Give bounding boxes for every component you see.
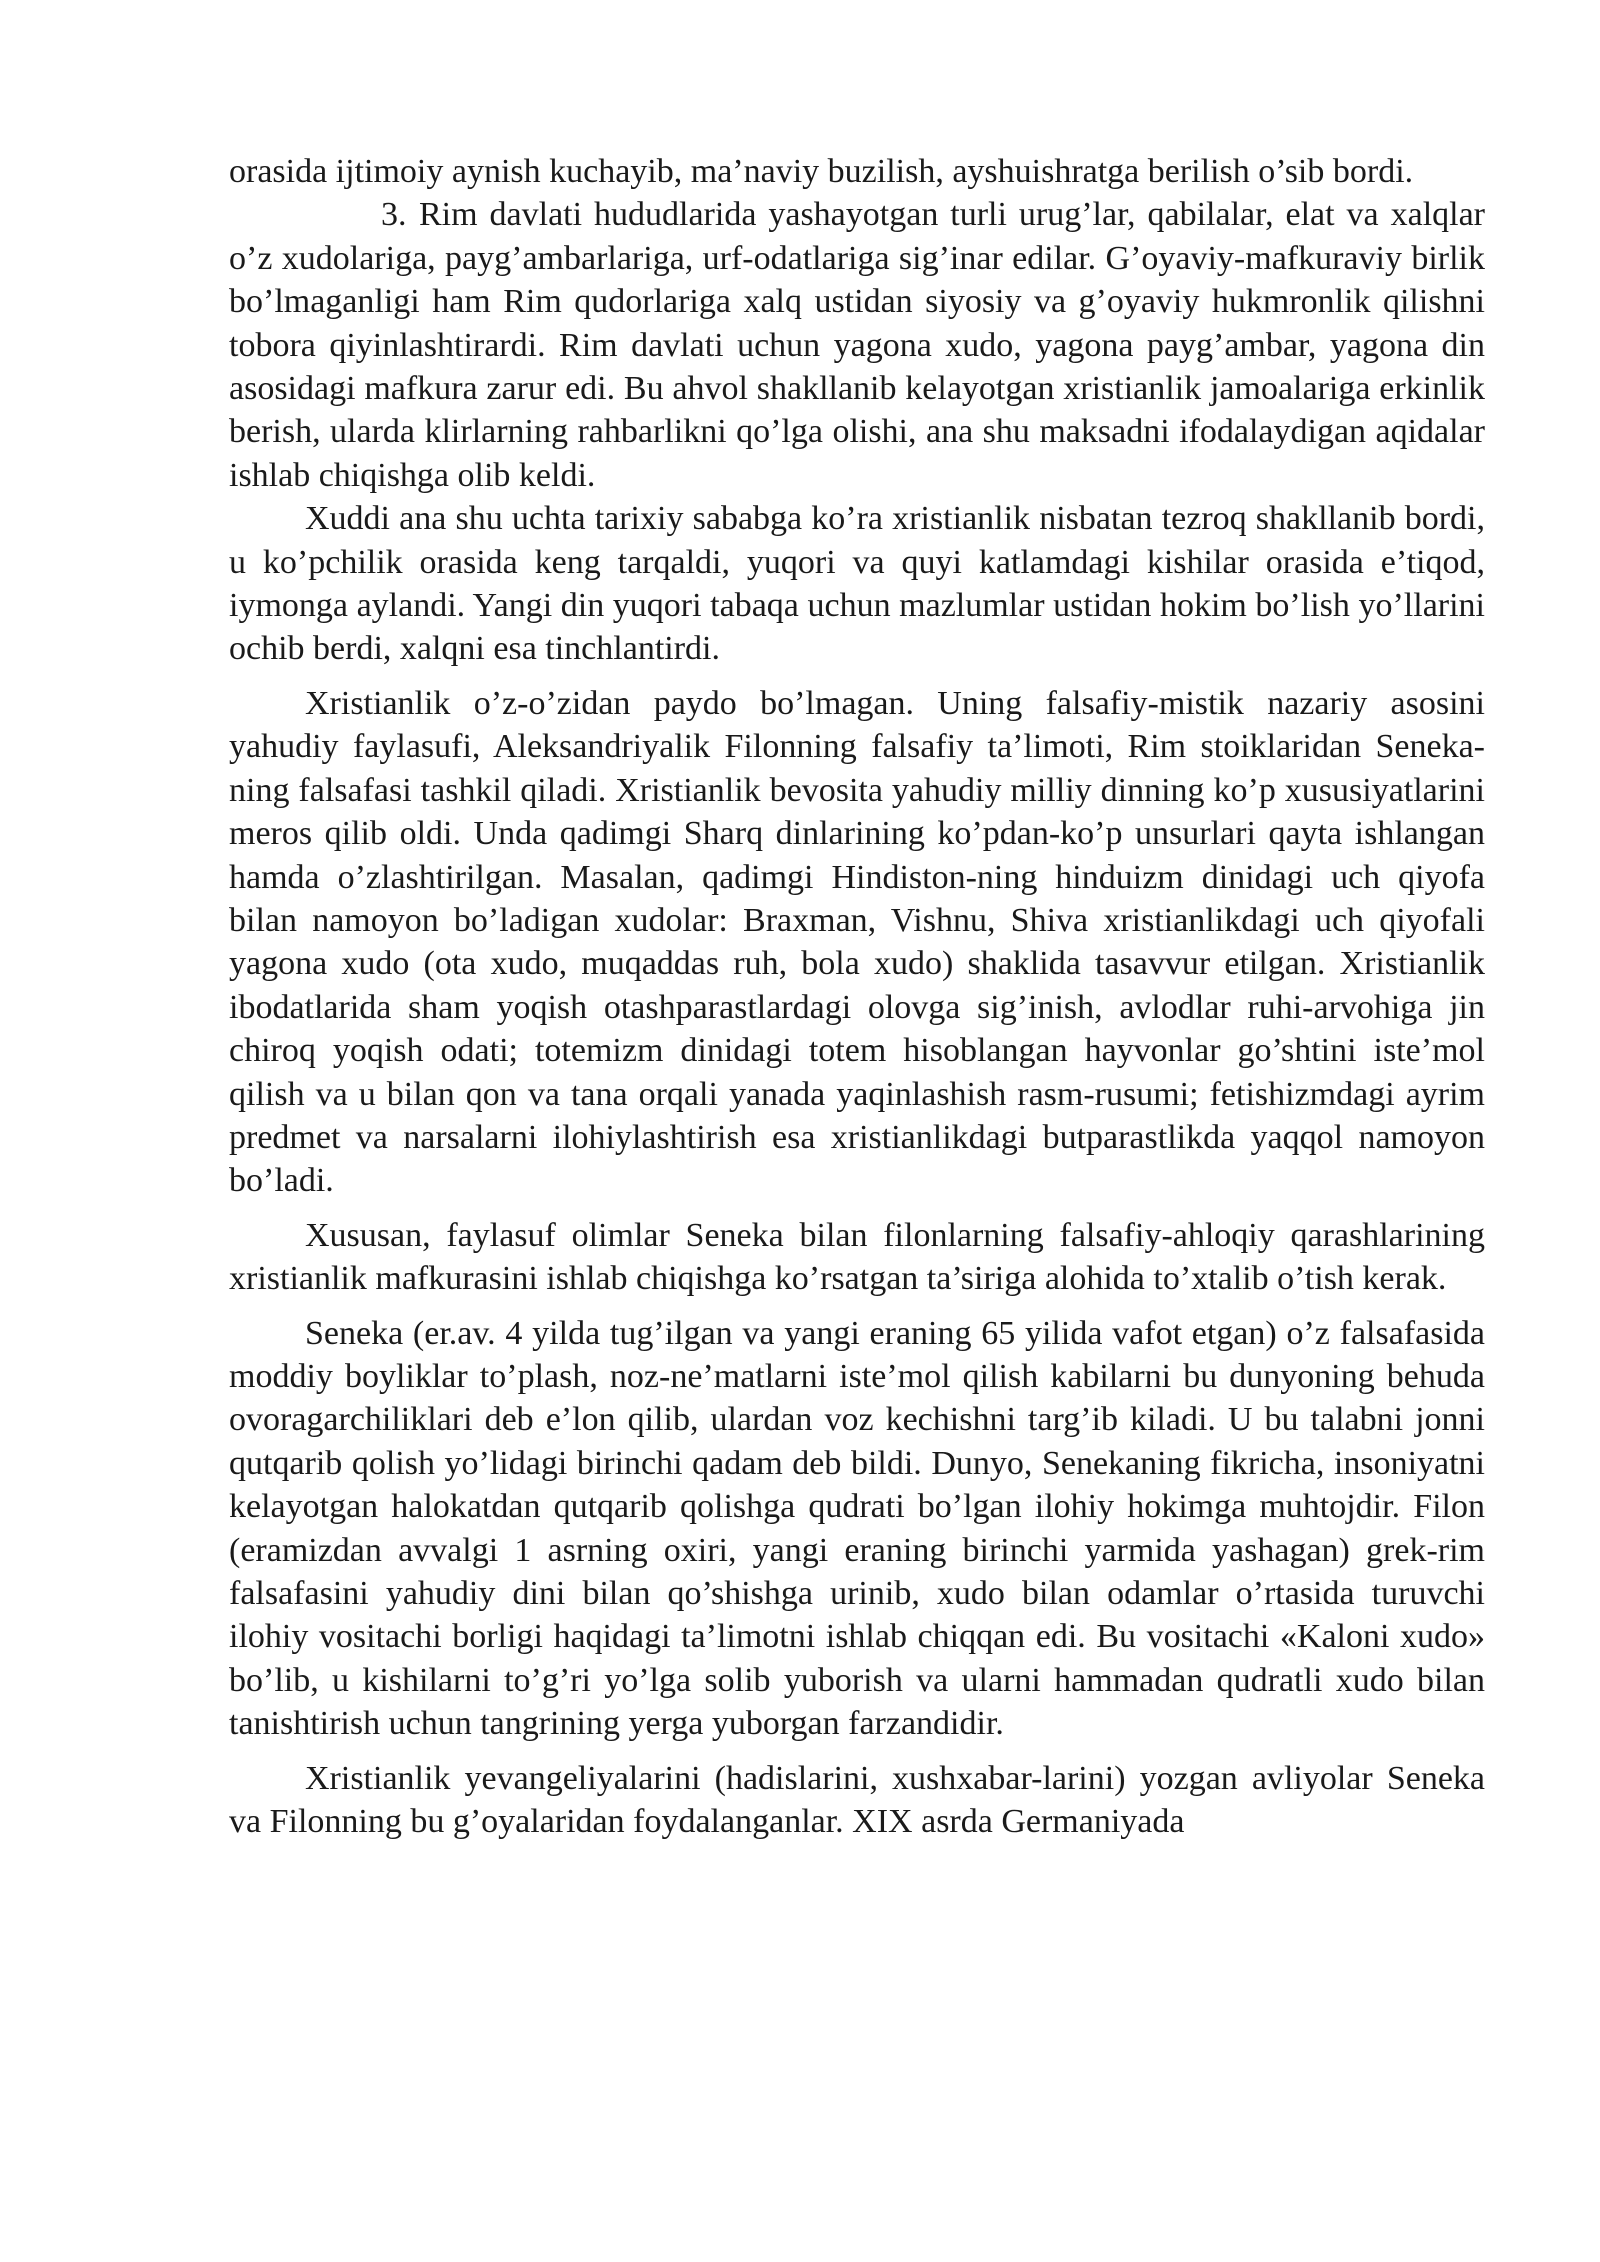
paragraph-point-3 bbox=[229, 193, 1485, 497]
paragraph-continuation: orasida ijtimoiy aynish kuchayib, ma’naviy buzilish, ayshuishratga berilish o’sib bordi. bbox=[229, 153, 1414, 190]
paragraph-point-3-text: Rim davlati hududlarida yashayotgan turli urug’lar, qabilalar, elat va xalqlar o’z xudolariga, payg’ambarlariga, urf-odatlariga sig’inar edilar. G’oyaviy-mafkuraviy birlik bo’lmaganligi ham Rim qudorlariga xalq ustidan siyosiy va g’oyaviy hukmronlik qilishni tobora qiyinlashtirardi. Rim davlati uchun yagona xudo, yagona payg’ambar, yagona din asosidagi mafkura zarur edi. Bu ahvol shakllanib kelayotgan xristianlik jamoalariga erkinlik berish, ularda klirlarning rahbarlikni qo’lga olishi, ana shu maksadni ifodalaydigan aqidalar ishlab chiqishga olib keldi. bbox=[229, 196, 1485, 494]
paragraph-seneka-filon: Seneka (er.av. 4 yilda tug’ilgan va yangi eraning 65 yilida vafot etgan) o’z falsafasida moddiy boyliklar to’plash, noz-ne’matlarni iste’mol qilish kabilarni bu dunyoning behuda ovoragarchiliklari deb e’lon qilib, ulardan voz kechishni targ’ib kiladi. U bu talabni jonni qutqarib qolish yo’lidagi birinchi qadam deb bildi. Dunyo, Senekaning fikricha, insoniyatni kelayotgan halokatdan qutqarib qolishga qudrati bo’lgan ilohiy hokimga muhtojdir. Filon (eramizdan avvalgi 1 asrning oxiri, yangi eraning birinchi yarmida yashagan) grek-rim falsafasini yahudiy dini bilan qo’shishga urinib, xudo bilan odamlar o’rtasida turuvchi ilohiy vositachi borligi haqidagi ta’limotni ishlab chiqqan edi. Bu vositachi «Kaloni xudo» bo’lib, u kishilarni to’g’ri yo’lga solib yuborish va ularni hammadan qudratli xudo bilan tanishtirish uchun tangrining yerga yuborgan farzandidir. bbox=[229, 1314, 1485, 1743]
document-page bbox=[229, 150, 1485, 1843]
paragraph-philosophers: Xususan, faylasuf olimlar Seneka bilan filonlarning falsafiy-ahloqiy qarashlarining xristianlik mafkurasini ishlab chiqishga ko’rsatgan ta’siriga alohida to’xtalib o’tish kerak. bbox=[229, 1216, 1485, 1298]
paragraph-three-reasons: Xuddi ana shu uchta tarixiy sababga ko’ra xristianlik nisbatan tezroq shakllanib bordi, u ko’pchilik orasida keng tarqaldi, yuqori va quyi katlamdagi kishilar orasida e’tiqod, iymonga aylandi. Yangi din yuqori tabaqa uchun mazlumlar ustidan hokim bo’lish yo’llarini ochib berdi, xalqni esa tinchlantirdi. bbox=[229, 500, 1485, 668]
list-number: 3. bbox=[381, 196, 407, 234]
paragraph-gospels: Xristianlik yevangeliyalarini (hadislarini, xushxabar-larini) yozgan avliyolar Seneka va Filonning bu g’oyalaridan foydalanganlar. XIX asrda Germaniyada bbox=[229, 1759, 1485, 1841]
paragraph-origins: Xristianlik o’z-o’zidan paydo bo’lmagan. Uning falsafiy-mistik nazariy asosini yahudiy faylasufi, Aleksandriyalik Filonning falsafiy ta’limoti, Rim stoiklaridan Seneka-ning falsafasi tashkil qiladi. Xristianlik bevosita yahudiy milliy dinning ko’p xususiyatlarini meros qilib oldi. Unda qadimgi Sharq dinlarining ko’pdan-ko’p unsurlari qayta ishlangan hamda o’zlashtirilgan. Masalan, qadimgi Hindiston-ning hinduizm dinidagi uch qiyofa bilan namoyon bo’ladigan xudolar: Braxman, Vishnu, Shiva xristianlikdagi uch qiyofali yagona xudo (ota xudo, muqaddas ruh, bola xudo) shaklida tasavvur etilgan. Xristianlik ibodatlarida sham yoqish otashparastlardagi olovga sig’inish, avlodlar ruhi-arvohiga jin chiroq yoqish odati; totemizm dinidagi totem hisoblangan hayvonlar go’shtini iste’mol qilish va u bilan qon va tana orqali yanada yaqinlashish rasm-rusumi; fetishizmdagi ayrim predmet va narsalarni ilohiylashtirish esa xristianlikdagi butparastlikda yaqqol namoyon bo’ladi. bbox=[229, 684, 1485, 1200]
